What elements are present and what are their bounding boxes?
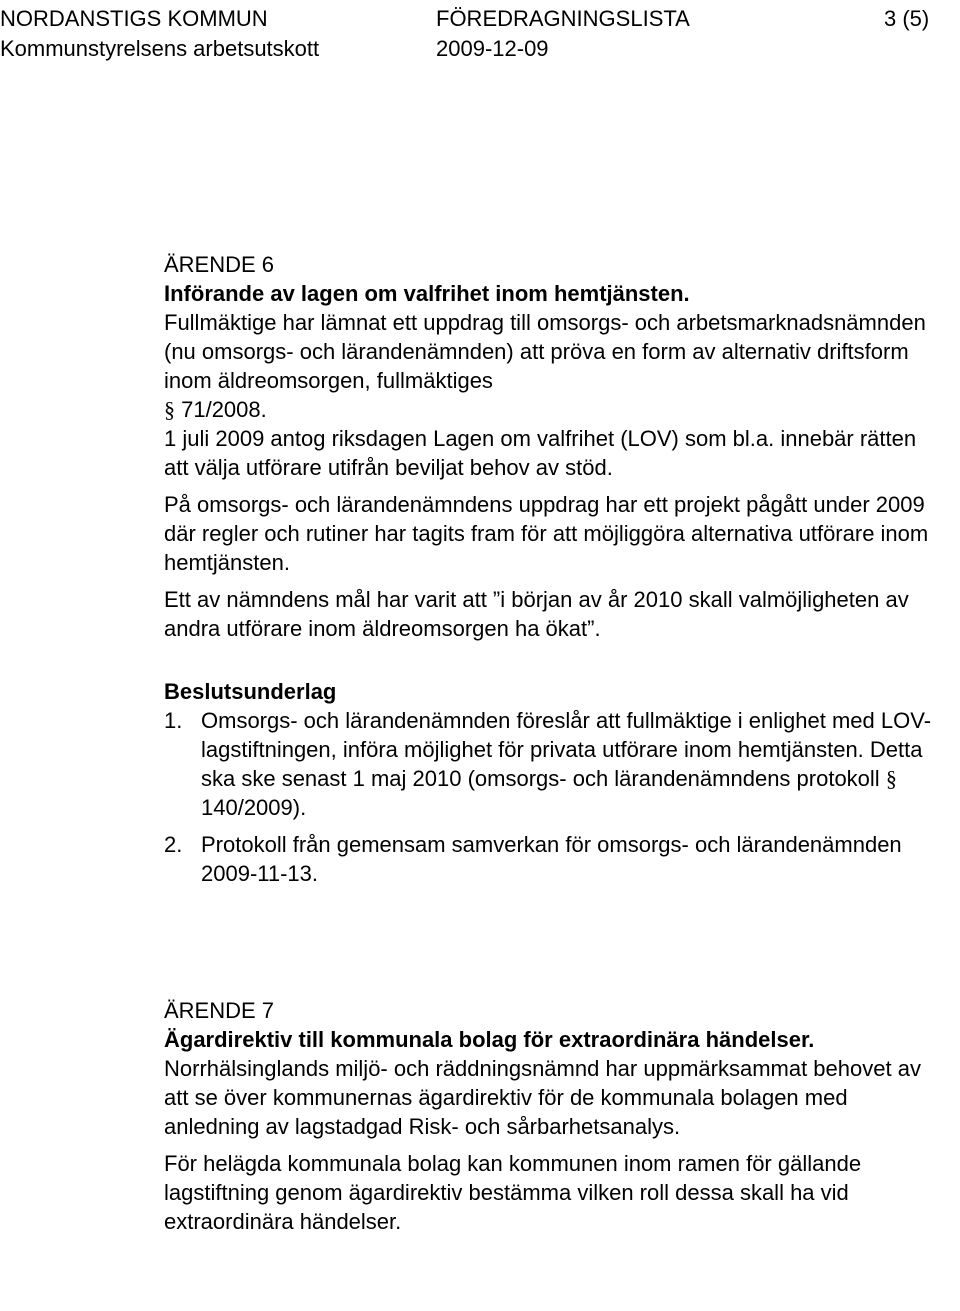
- case-6-paragraph-3: På omsorgs- och lärandenämndens uppdrag har ett projekt pågått under 2009 där regler och rutiner har tagits fram för att möjliggöra alternativa utförare inom hemtjänsten.: [164, 492, 929, 575]
- case-7-paragraph-1: Norrhälsinglands miljö- och räddningsnämnd har uppmärksammat behovet av att se över kommunernas ägardirektiv för de kommunala bolagen med anledning av lagstadgad Risk- och sårbarhetsanalys.: [164, 1056, 921, 1139]
- case-6-title: Införande av lagen om valfrihet inom hemtjänsten.: [164, 281, 690, 306]
- meeting-date: 2009-12-09: [436, 36, 549, 61]
- case-6-paragraph-1: Fullmäktige har lämnat ett uppdrag till omsorgs- och arbetsmarknadsnämnden (nu omsorgs- och lärandenämnden) att pröva en form av alternativ driftsform inom äldreomsorgen, fullmäktiges § 71/2008.: [164, 310, 926, 422]
- section-sign: §: [164, 397, 175, 422]
- document-body: [164, 250, 944, 1236]
- basis-heading: Beslutsunderlag: [164, 679, 337, 704]
- case-6-paragraph-4: Ett av nämndens mål har varit att ”i början av år 2010 skall valmöjligheten av andra utförare inom äldreomsorgen ha ökat”.: [164, 587, 909, 641]
- committee-name: Kommunstyrelsens arbetsutskott: [0, 36, 320, 61]
- case-7-paragraph-2: För helägda kommunala bolag kan kommunen inom ramen för gällande lagstiftning genom ägardirektiv bestämma vilken roll dessa skall ha vid extraordinära händelser.: [164, 1151, 862, 1234]
- basis-item-2: 2. Protokoll från gemensam samverkan för omsorgs- och lärandenämnden 2009-11-13.: [164, 832, 902, 886]
- section-sign: §: [885, 766, 897, 791]
- document-type: FÖREDRAGNINGSLISTA: [436, 6, 690, 31]
- page-number: 3 (5): [884, 6, 930, 31]
- case-7-title: Ägardirektiv till kommunala bolag för extraordinära händelser.: [164, 1027, 815, 1052]
- case-6-paragraph-2: 1 juli 2009 antog riksdagen Lagen om valfrihet (LOV) som bl.a. innebär rätten att välja utförare utifrån beviljat behov av stöd.: [164, 426, 917, 480]
- case-7-number: ÄRENDE 7: [164, 998, 275, 1023]
- municipality-name: NORDANSTIGS KOMMUN: [0, 6, 268, 31]
- case-6-number: ÄRENDE 6: [164, 252, 275, 277]
- basis-item-1: 1. Omsorgs- och lärandenämnden föreslår att fullmäktige i enlighet med LOV-lagstiftningen, införa möjlighet för privata utförare inom hemtjänsten. Detta ska ske senast 1 maj 2010 (omsorgs- och lärandenämndens protokoll § 140/2009).: [164, 708, 932, 820]
